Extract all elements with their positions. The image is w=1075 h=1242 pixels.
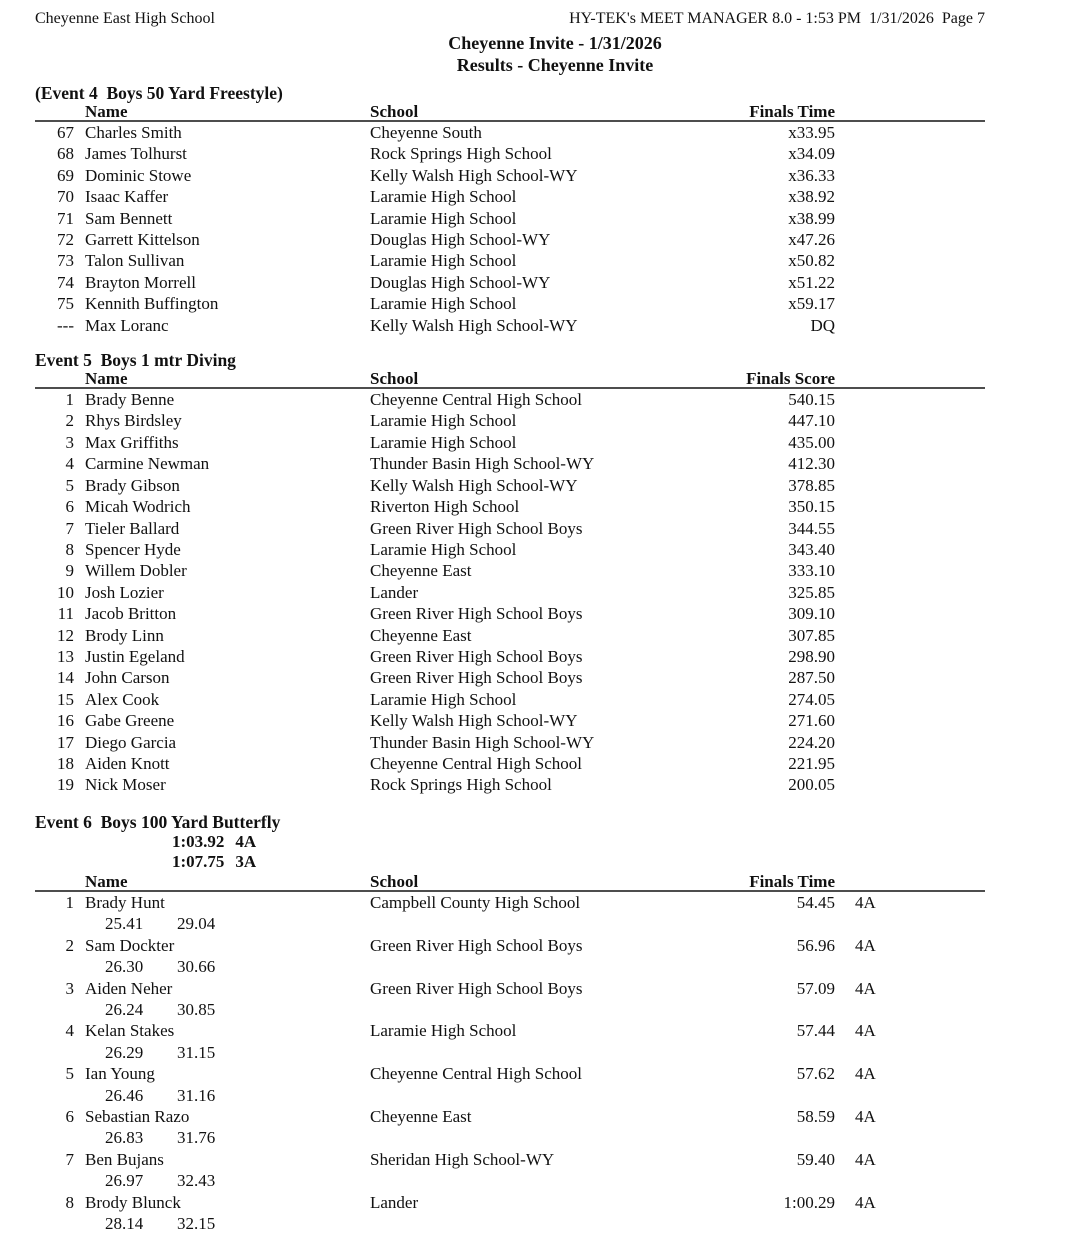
school-cell: Green River High School Boys xyxy=(370,668,583,688)
school-cell: Cheyenne East xyxy=(370,1107,472,1127)
place-cell: 2 xyxy=(65,935,74,955)
name-cell: Carmine Newman xyxy=(85,454,210,474)
division-cell: 4A xyxy=(855,1021,876,1041)
result-row xyxy=(35,432,985,453)
result-row xyxy=(35,1063,985,1084)
place-cell: 7 xyxy=(65,518,74,538)
splits-row xyxy=(105,1085,985,1106)
school-cell: Laramie High School xyxy=(370,539,517,559)
result-cell: 224.20 xyxy=(788,732,835,752)
result-cell: 1:00.29 xyxy=(783,1192,835,1212)
splits-row xyxy=(105,1042,985,1063)
result-row xyxy=(35,753,985,774)
place-cell: 3 xyxy=(65,432,74,452)
result-row xyxy=(35,143,985,164)
split-time-2: 31.16 xyxy=(177,1085,216,1105)
place-cell: 3 xyxy=(65,978,74,998)
split-time-2: 32.15 xyxy=(177,1214,216,1234)
result-row xyxy=(35,1020,985,1041)
name-cell: Diego Garcia xyxy=(85,732,177,752)
result-cell: 343.40 xyxy=(788,539,835,559)
result-row xyxy=(35,496,985,517)
name-cell: Sebastian Razo xyxy=(85,1107,190,1127)
qualifying-standard-4a xyxy=(172,832,985,853)
school-cell: Kelly Walsh High School-WY xyxy=(370,165,578,185)
result-cell: 412.30 xyxy=(788,454,835,474)
result-cell: DQ xyxy=(810,315,835,335)
meet-subtitle: Results - Cheyenne Invite xyxy=(456,55,654,75)
place-cell: 5 xyxy=(65,475,74,495)
school-cell: Lander xyxy=(370,582,419,602)
name-cell: Kennith Buffington xyxy=(85,294,219,314)
event-4-section xyxy=(35,83,985,336)
name-cell: Brady Hunt xyxy=(85,892,165,912)
splits-row xyxy=(105,1127,985,1148)
document-header xyxy=(35,0,985,28)
name-cell: Micah Wodrich xyxy=(85,497,191,517)
division-cell: 4A xyxy=(855,935,876,955)
place-cell: 18 xyxy=(57,753,74,773)
name-cell: Willem Dobler xyxy=(85,561,187,581)
qualifying-standard-time: 1:07.75 xyxy=(172,852,225,872)
result-cell: 344.55 xyxy=(788,518,835,538)
school-cell: Thunder Basin High School-WY xyxy=(370,454,595,474)
header-meet-manager-info: HY-TEK's MEET MANAGER 8.0 - 1:53 PM 1/31/2026 Page 7 xyxy=(569,10,985,27)
place-cell: 74 xyxy=(57,272,74,292)
event-4-column-header xyxy=(35,104,985,122)
school-cell: Douglas High School-WY xyxy=(370,272,551,292)
place-cell: 9 xyxy=(65,561,74,581)
name-cell: Brady Benne xyxy=(85,390,175,410)
place-cell: 72 xyxy=(57,230,74,250)
result-row xyxy=(35,122,985,143)
place-cell: 10 xyxy=(57,582,74,602)
result-row xyxy=(35,453,985,474)
name-cell: Jacob Britton xyxy=(85,604,177,624)
splits-row xyxy=(105,913,985,934)
school-cell: Laramie High School xyxy=(370,251,517,271)
name-cell: Brody Blunck xyxy=(85,1192,181,1212)
name-cell: John Carson xyxy=(85,668,170,688)
name-cell: Spencer Hyde xyxy=(85,539,181,559)
result-row xyxy=(35,229,985,250)
result-row xyxy=(35,539,985,560)
place-cell: --- xyxy=(57,315,74,335)
result-row xyxy=(35,667,985,688)
result-cell: 309.10 xyxy=(788,604,835,624)
column-header-result: Finals Time xyxy=(749,871,835,891)
school-cell: Cheyenne Central High School xyxy=(370,390,582,410)
name-cell: Ben Bujans xyxy=(85,1149,164,1169)
event-6-heading: Event 6 Boys 100 Yard Butterfly xyxy=(35,811,281,832)
school-cell: Sheridan High School-WY xyxy=(370,1149,555,1169)
result-entry xyxy=(35,1106,985,1149)
result-row xyxy=(35,603,985,624)
result-cell: 447.10 xyxy=(788,411,835,431)
result-row xyxy=(35,646,985,667)
place-cell: 4 xyxy=(65,1021,74,1041)
column-header-result: Finals Score xyxy=(746,369,835,389)
name-cell: Brayton Morrell xyxy=(85,272,196,292)
school-cell: Rock Springs High School xyxy=(370,144,552,164)
split-time-1: 26.29 xyxy=(105,1042,144,1062)
school-cell: Campbell County High School xyxy=(370,892,581,912)
name-cell: Brady Gibson xyxy=(85,475,180,495)
place-cell: 1 xyxy=(65,390,74,410)
school-cell: Douglas High School-WY xyxy=(370,230,551,250)
place-cell: 6 xyxy=(65,1107,74,1127)
event-6-column-header xyxy=(35,871,985,892)
result-cell: 378.85 xyxy=(788,475,835,495)
result-cell: 56.96 xyxy=(796,935,835,955)
result-row xyxy=(35,410,985,431)
school-cell: Cheyenne Central High School xyxy=(370,753,582,773)
place-cell: 71 xyxy=(57,208,74,228)
division-cell: 4A xyxy=(855,978,876,998)
name-cell: Aiden Knott xyxy=(85,753,170,773)
place-cell: 16 xyxy=(57,711,74,731)
split-time-1: 26.97 xyxy=(105,1171,144,1191)
result-row xyxy=(35,1106,985,1127)
name-cell: Dominic Stowe xyxy=(85,165,192,185)
result-row xyxy=(35,186,985,207)
result-row xyxy=(35,1192,985,1213)
name-cell: Rhys Birdsley xyxy=(85,411,182,431)
name-cell: Garrett Kittelson xyxy=(85,230,200,250)
result-row xyxy=(35,272,985,293)
school-cell: Green River High School Boys xyxy=(370,646,583,666)
result-entry xyxy=(35,1149,985,1192)
result-cell: 57.62 xyxy=(796,1064,835,1084)
result-row xyxy=(35,293,985,314)
place-cell: 69 xyxy=(57,165,74,185)
split-time-2: 29.04 xyxy=(177,914,216,934)
name-cell: Gabe Greene xyxy=(85,711,175,731)
name-cell: Aiden Neher xyxy=(85,978,173,998)
result-cell: x51.22 xyxy=(788,272,835,292)
school-cell: Laramie High School xyxy=(370,294,517,314)
school-cell: Cheyenne Central High School xyxy=(370,1064,582,1084)
name-cell: Sam Bennett xyxy=(85,208,173,228)
place-cell: 13 xyxy=(57,646,74,666)
split-time-1: 26.30 xyxy=(105,957,144,977)
split-time-1: 26.46 xyxy=(105,1085,144,1105)
division-cell: 4A xyxy=(855,1064,876,1084)
result-cell: 333.10 xyxy=(788,561,835,581)
school-cell: Kelly Walsh High School-WY xyxy=(370,315,578,335)
result-row xyxy=(35,689,985,710)
place-cell: 11 xyxy=(57,604,74,624)
place-cell: 73 xyxy=(57,251,74,271)
result-row xyxy=(35,892,985,913)
name-cell: Max Griffiths xyxy=(85,432,179,452)
name-cell: Ian Young xyxy=(85,1064,155,1084)
result-row xyxy=(35,582,985,603)
place-cell: 17 xyxy=(57,732,74,752)
name-cell: Justin Egeland xyxy=(85,646,185,666)
event-4-heading: (Event 4 Boys 50 Yard Freestyle) xyxy=(35,83,283,103)
school-cell: Laramie High School xyxy=(370,208,517,228)
school-cell: Laramie High School xyxy=(370,187,517,207)
result-entry xyxy=(35,1063,985,1106)
result-cell: 540.15 xyxy=(788,390,835,410)
column-header-name: Name xyxy=(85,369,128,389)
school-cell: Kelly Walsh High School-WY xyxy=(370,475,578,495)
school-cell: Green River High School Boys xyxy=(370,604,583,624)
name-cell: Kelan Stakes xyxy=(85,1021,175,1041)
school-cell: Laramie High School xyxy=(370,689,517,709)
event-5-column-header xyxy=(35,371,985,389)
result-row xyxy=(35,935,985,956)
splits-row xyxy=(105,1213,985,1234)
school-cell: Kelly Walsh High School-WY xyxy=(370,711,578,731)
result-row xyxy=(35,774,985,795)
splits-row xyxy=(105,999,985,1020)
division-cell: 4A xyxy=(855,892,876,912)
name-cell: Nick Moser xyxy=(85,775,166,795)
place-cell: 2 xyxy=(65,411,74,431)
result-entry xyxy=(35,1192,985,1235)
name-cell: Sam Dockter xyxy=(85,935,175,955)
result-row xyxy=(35,1149,985,1170)
splits-row xyxy=(105,956,985,977)
split-time-1: 28.14 xyxy=(105,1214,144,1234)
result-cell: 435.00 xyxy=(788,432,835,452)
school-cell: Green River High School Boys xyxy=(370,518,583,538)
name-cell: Brody Linn xyxy=(85,625,164,645)
result-cell: x36.33 xyxy=(788,165,835,185)
result-cell: 307.85 xyxy=(788,625,835,645)
result-entry xyxy=(35,935,985,978)
result-cell: 274.05 xyxy=(788,689,835,709)
school-cell: Laramie High School xyxy=(370,432,517,452)
result-cell: x59.17 xyxy=(788,294,835,314)
meet-title: Cheyenne Invite - 1/31/2026 xyxy=(448,33,662,53)
division-cell: 4A xyxy=(855,1192,876,1212)
header-school-name: Cheyenne East High School xyxy=(35,10,215,27)
division-cell: 4A xyxy=(855,1149,876,1169)
result-cell: 325.85 xyxy=(788,582,835,602)
event-5-heading: Event 5 Boys 1 mtr Diving xyxy=(35,350,236,371)
result-cell: 54.45 xyxy=(796,892,835,912)
name-cell: James Tolhurst xyxy=(85,144,187,164)
result-cell: 271.60 xyxy=(788,711,835,731)
place-cell: 70 xyxy=(57,187,74,207)
place-cell: 4 xyxy=(65,454,74,474)
split-time-2: 31.15 xyxy=(177,1042,216,1062)
result-row xyxy=(35,475,985,496)
event-6-section xyxy=(35,812,985,1235)
result-entry xyxy=(35,892,985,935)
school-cell: Riverton High School xyxy=(370,497,520,517)
split-time-1: 26.24 xyxy=(105,1000,144,1019)
result-row xyxy=(35,315,985,336)
split-time-1: 25.41 xyxy=(105,914,144,934)
column-header-name: Name xyxy=(85,871,128,891)
column-header-result: Finals Time xyxy=(749,102,835,121)
result-cell: x38.99 xyxy=(788,208,835,228)
qualifying-standard-time: 1:03.92 xyxy=(172,831,225,851)
school-cell: Green River High School Boys xyxy=(370,935,583,955)
school-cell: Cheyenne South xyxy=(370,123,482,142)
column-header-name: Name xyxy=(85,102,128,121)
place-cell: 6 xyxy=(65,497,74,517)
column-header-school: School xyxy=(370,871,419,891)
result-entry xyxy=(35,978,985,1021)
school-cell: Thunder Basin High School-WY xyxy=(370,732,595,752)
place-cell: 68 xyxy=(57,144,74,164)
result-row xyxy=(35,250,985,271)
place-cell: 15 xyxy=(57,689,74,709)
name-cell: Alex Cook xyxy=(85,689,160,709)
school-cell: Green River High School Boys xyxy=(370,978,583,998)
name-cell: Isaac Kaffer xyxy=(85,187,169,207)
place-cell: 14 xyxy=(57,668,74,688)
school-cell: Laramie High School xyxy=(370,411,517,431)
place-cell: 1 xyxy=(65,892,74,912)
result-cell: x47.26 xyxy=(788,230,835,250)
result-row xyxy=(35,518,985,539)
result-cell: 58.59 xyxy=(796,1107,835,1127)
division-cell: 4A xyxy=(855,1107,876,1127)
school-cell: Laramie High School xyxy=(370,1021,517,1041)
name-cell: Charles Smith xyxy=(85,123,182,142)
result-cell: x33.95 xyxy=(788,123,835,142)
qualifying-standard-3a xyxy=(172,852,985,873)
qualifying-standard-division: 3A xyxy=(235,852,257,872)
result-cell: x50.82 xyxy=(788,251,835,271)
name-cell: Tieler Ballard xyxy=(85,518,180,538)
result-cell: 298.90 xyxy=(788,646,835,666)
result-row xyxy=(35,389,985,410)
place-cell: 5 xyxy=(65,1064,74,1084)
school-cell: Cheyenne East xyxy=(370,625,472,645)
split-time-2: 31.76 xyxy=(177,1128,216,1148)
place-cell: 67 xyxy=(57,123,74,142)
qualifying-standard-division: 4A xyxy=(235,831,257,851)
place-cell: 12 xyxy=(57,625,74,645)
title-block xyxy=(35,32,1075,76)
place-cell: 7 xyxy=(65,1149,74,1169)
result-row xyxy=(35,560,985,581)
split-time-2: 30.66 xyxy=(177,957,216,977)
event-5-section xyxy=(35,350,985,796)
place-cell: 75 xyxy=(57,294,74,314)
place-cell: 8 xyxy=(65,539,74,559)
result-cell: 221.95 xyxy=(788,753,835,773)
split-time-1: 26.83 xyxy=(105,1128,144,1148)
split-time-2: 32.43 xyxy=(177,1171,216,1191)
result-row xyxy=(35,732,985,753)
school-cell: Rock Springs High School xyxy=(370,775,552,795)
result-row xyxy=(35,165,985,186)
result-cell: 57.44 xyxy=(796,1021,835,1041)
result-row xyxy=(35,978,985,999)
school-cell: Cheyenne East xyxy=(370,561,472,581)
result-row xyxy=(35,208,985,229)
result-cell: x38.92 xyxy=(788,187,835,207)
column-header-school: School xyxy=(370,369,419,389)
place-cell: 19 xyxy=(57,775,74,795)
name-cell: Josh Lozier xyxy=(85,582,164,602)
result-cell: 200.05 xyxy=(788,775,835,795)
result-cell: 350.15 xyxy=(788,497,835,517)
result-row xyxy=(35,625,985,646)
split-time-2: 30.85 xyxy=(177,1000,216,1019)
result-cell: 287.50 xyxy=(788,668,835,688)
result-row xyxy=(35,710,985,731)
column-header-school: School xyxy=(370,102,419,121)
result-cell: x34.09 xyxy=(788,144,835,164)
place-cell: 8 xyxy=(65,1192,74,1212)
result-entry xyxy=(35,1020,985,1063)
name-cell: Max Loranc xyxy=(85,315,169,335)
result-cell: 59.40 xyxy=(796,1149,835,1169)
school-cell: Lander xyxy=(370,1192,419,1212)
splits-row xyxy=(105,1170,985,1191)
result-cell: 57.09 xyxy=(796,978,835,998)
name-cell: Talon Sullivan xyxy=(85,251,185,271)
